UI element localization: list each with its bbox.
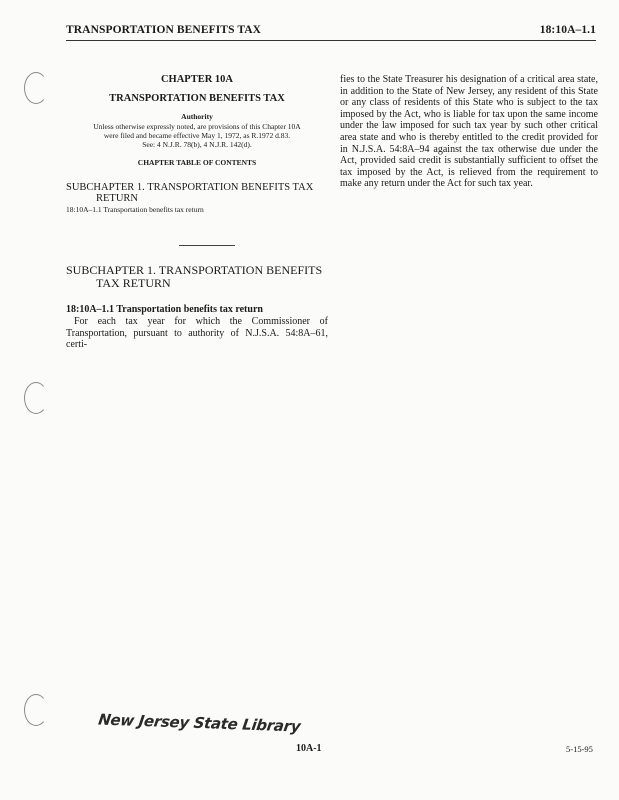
- left-column: [66, 74, 328, 351]
- running-header: [66, 24, 596, 41]
- chapter-title: TRANSPORTATION BENEFITS TAX: [109, 93, 285, 104]
- authority-line: were filed and became effective May 1, 1972, as R.1972 d.83.: [103, 131, 291, 140]
- toc-subchapter: [66, 182, 328, 204]
- subchapter-heading-line2: TAX RETURN: [96, 276, 171, 290]
- subchapter-heading: [66, 264, 328, 290]
- section-text-left: For each tax year for which the Commissioner of Transportation, pursuant to authority of N.J.S.A. 54:8A–61, certi-: [66, 316, 328, 350]
- authority-line: See: 4 N.J.R. 78(b), 4 N.J.R. 142(d).: [142, 140, 252, 149]
- library-stamp: New Jersey State Library: [97, 710, 302, 736]
- section-heading: 18:10A–1.1 Transportation benefits tax return: [66, 304, 263, 315]
- authority-label: Authority: [181, 112, 213, 121]
- punch-hole-icon: [24, 72, 48, 104]
- right-column: [340, 74, 598, 190]
- section-divider: [179, 245, 235, 246]
- table-of-contents-label: CHAPTER TABLE OF CONTENTS: [137, 158, 257, 167]
- toc-subchapter-line2: RETURN: [96, 193, 138, 204]
- subchapter-heading-line1: SUBCHAPTER 1. TRANSPORTATION BENEFITS: [66, 263, 323, 277]
- chapter-number: CHAPTER 10A: [160, 74, 234, 85]
- page-number: 10A-1: [296, 743, 322, 754]
- punch-hole-icon: [24, 694, 48, 726]
- toc-subchapter-line1: SUBCHAPTER 1. TRANSPORTATION BENEFITS TAX: [66, 182, 314, 193]
- header-title: TRANSPORTATION BENEFITS TAX: [66, 24, 262, 36]
- header-section-number: 18:10A–1.1: [539, 24, 596, 36]
- revision-date: 5-15-95: [566, 744, 593, 754]
- authority-text: [66, 122, 328, 149]
- punch-hole-icon: [24, 382, 48, 414]
- section-text-right: fies to the State Treasurer his designation of a critical area state, in addition to the State of New Jersey, any resident of this State or any class of residents of this State who is subject to the tax imposed by the Act, who is liable for tax upon the same income under the law imposed for such tax year by such other critical area state and who is thereby entitled to the credit provided for in N.J.S.A. 54:8A–94 against the tax otherwise due under the Act, provided said credit is substantially sufficient to offset the tax imposed by the Act, is relieved from the requirement to make any return under the Act for such tax year.: [340, 74, 598, 190]
- toc-entry: 18:10A–1.1 Transportation benefits tax return: [66, 205, 204, 214]
- authority-line: Unless otherwise expressly noted, are provisions of this Chapter 10A: [93, 122, 301, 131]
